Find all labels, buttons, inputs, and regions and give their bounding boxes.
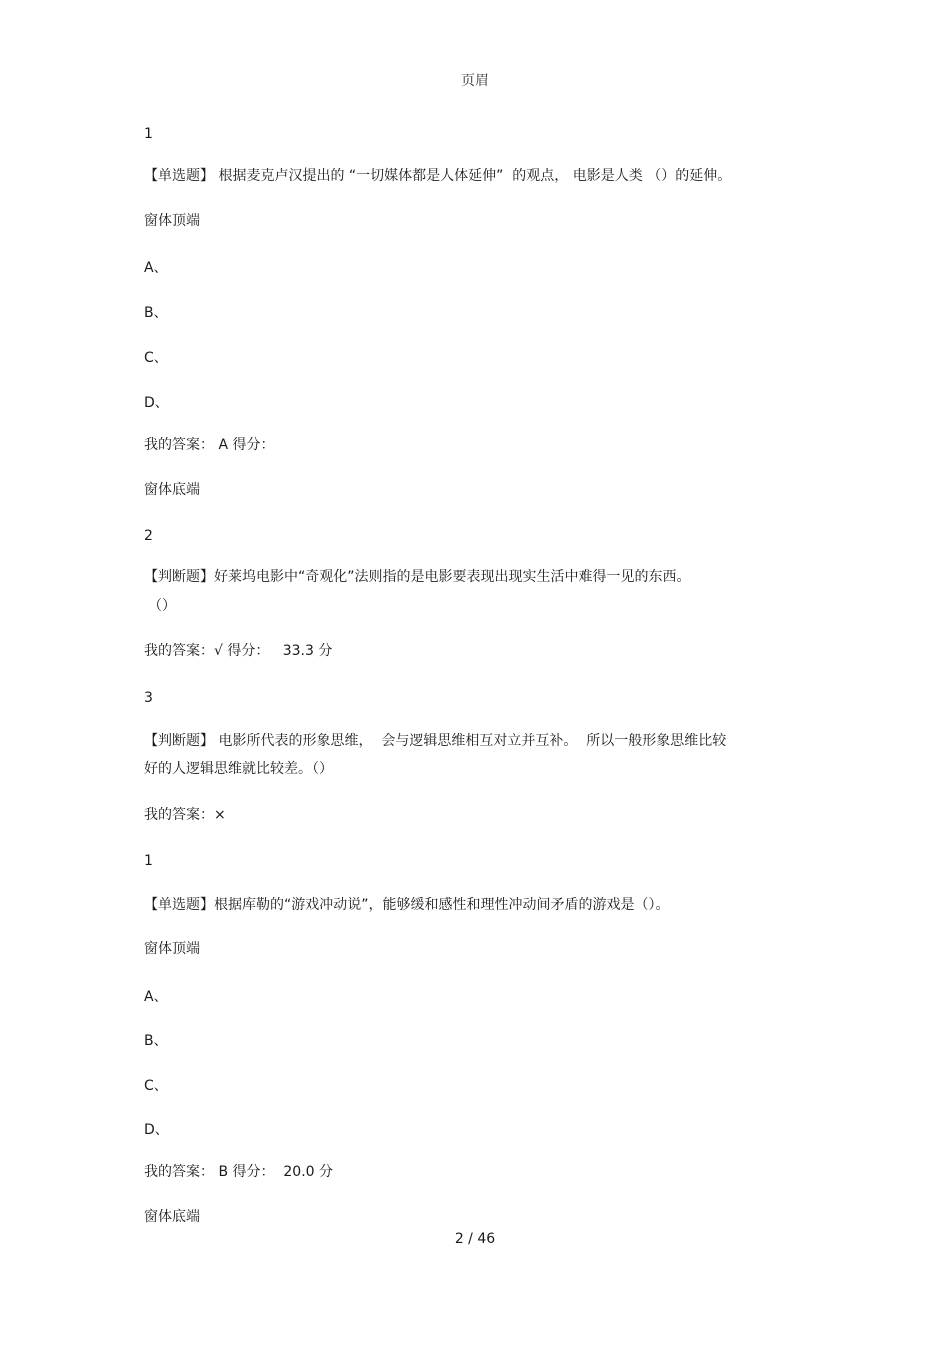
form-bottom-label: 窗体底端: [144, 482, 200, 498]
option-d: D、: [144, 1122, 169, 1138]
option-c: C、: [144, 350, 168, 366]
option-a: A、: [144, 989, 168, 1005]
option-b: B、: [144, 305, 168, 321]
my-answer: 我的答案：×: [144, 807, 226, 823]
question-number: 3: [144, 690, 153, 706]
form-top-label: 窗体顶端: [144, 213, 200, 229]
option-d: D、: [144, 395, 169, 411]
page-number: 2 / 46: [454, 1231, 496, 1247]
option-c: C、: [144, 1078, 168, 1094]
option-b: B、: [144, 1033, 168, 1049]
page-header: 页眉: [461, 73, 489, 89]
my-answer: 我的答案： B 得分： 20.0 分: [144, 1164, 334, 1180]
question-text: 【单选题】根据库勒的“游戏冲动说”，能够缓和感性和理性冲动间矛盾的游戏是（）。: [144, 897, 670, 913]
form-bottom-label: 窗体底端: [144, 1209, 200, 1225]
option-a: A、: [144, 260, 168, 276]
question-text: 【单选题】 根据麦克卢汉提出的 “一切媒体都是人体延伸” 的观点， 电影是人类 （）的延伸。: [144, 168, 732, 184]
my-answer: 我的答案： A 得分：: [144, 437, 275, 453]
question-text-continued: 好的人逻辑思维就比较差。（）: [144, 761, 333, 777]
question-number: 1: [144, 853, 153, 869]
form-top-label: 窗体顶端: [144, 941, 200, 957]
question-text: 【判断题】好莱坞电影中“奇观化”法则指的是电影要表现出现实生活中难得一见的东西。: [144, 569, 691, 585]
question-number: 2: [144, 528, 153, 544]
question-text-continued: （）: [148, 598, 176, 614]
my-answer: 我的答案：√ 得分： 33.3 分: [144, 643, 333, 659]
question-number: 1: [144, 126, 153, 142]
question-text: 【判断题】 电影所代表的形象思维， 会与逻辑思维相互对立并互补。 所以一般形象思维比较: [144, 733, 727, 749]
